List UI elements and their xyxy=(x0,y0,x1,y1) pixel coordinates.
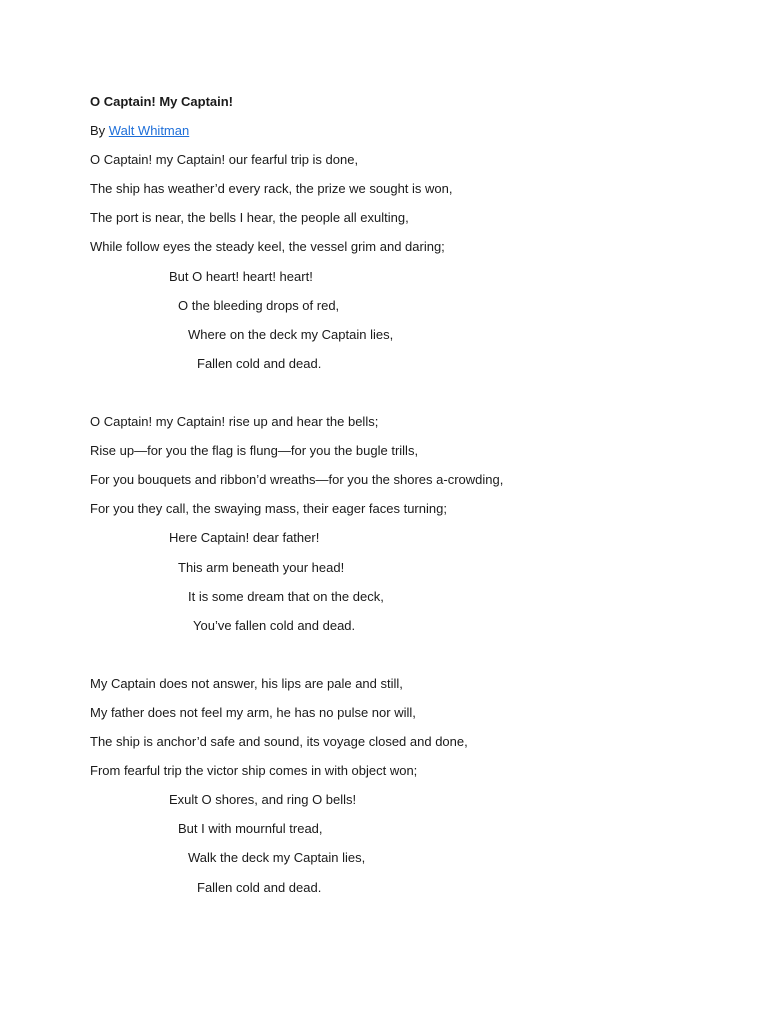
poem-line-indented: Fallen cold and dead. xyxy=(197,355,322,371)
poem-line-indented: Where on the deck my Captain lies, xyxy=(188,326,394,342)
document-content xyxy=(90,93,710,908)
poem-line: O Captain! my Captain! rise up and hear the bells; xyxy=(90,414,379,430)
poem-title: O Captain! My Captain! xyxy=(90,94,234,109)
poem-line-indented: You’ve fallen cold and dead. xyxy=(193,617,356,633)
stanza-gap xyxy=(90,384,710,413)
poem-line: The port is near, the bells I hear, the people all exulting, xyxy=(90,210,409,226)
poem-line: The ship has weather’d every rack, the prize we sought is won, xyxy=(90,181,453,197)
stanza-3 xyxy=(90,675,710,908)
poem-line-indented: This arm beneath your head! xyxy=(178,559,345,575)
poem-line-indented: It is some dream that on the deck, xyxy=(188,588,384,604)
poem-line-indented: O the bleeding drops of red, xyxy=(178,297,340,313)
stanza-gap xyxy=(90,646,710,675)
poem-line-indented: But O heart! heart! heart! xyxy=(169,268,313,284)
author-link[interactable]: Walt Whitman xyxy=(108,123,190,139)
poem-line-indented: But I with mournful tread, xyxy=(178,821,323,837)
poem-line: Rise up—for you the flag is flung—for you the bugle trills, xyxy=(90,443,419,459)
poem-line: From fearful trip the victor ship comes in with object won; xyxy=(90,763,418,779)
poem-line-indented: Fallen cold and dead. xyxy=(197,879,322,895)
poem-line: O Captain! my Captain! our fearful trip is done, xyxy=(90,152,359,168)
poem-line: While follow eyes the steady keel, the vessel grim and daring; xyxy=(90,239,445,255)
poem-line: For you bouquets and ribbon’d wreaths—for you the shores a-crowding, xyxy=(90,472,504,488)
stanza-2 xyxy=(90,413,710,646)
poem-line: My Captain does not answer, his lips are pale and still, xyxy=(90,675,403,691)
poem-line: My father does not feel my arm, he has no pulse nor will, xyxy=(90,704,416,720)
poem-line-indented: Here Captain! dear father! xyxy=(169,530,320,546)
stanza-1 xyxy=(90,151,710,384)
poem-line: The ship is anchor’d safe and sound, its voyage closed and done, xyxy=(90,734,468,750)
byline xyxy=(90,122,710,151)
poem-line-indented: Exult O shores, and ring O bells! xyxy=(169,792,357,808)
poem-line: For you they call, the swaying mass, their eager faces turning; xyxy=(90,501,447,517)
byline-prefix: By xyxy=(90,123,109,139)
poem-line-indented: Walk the deck my Captain lies, xyxy=(188,850,366,866)
